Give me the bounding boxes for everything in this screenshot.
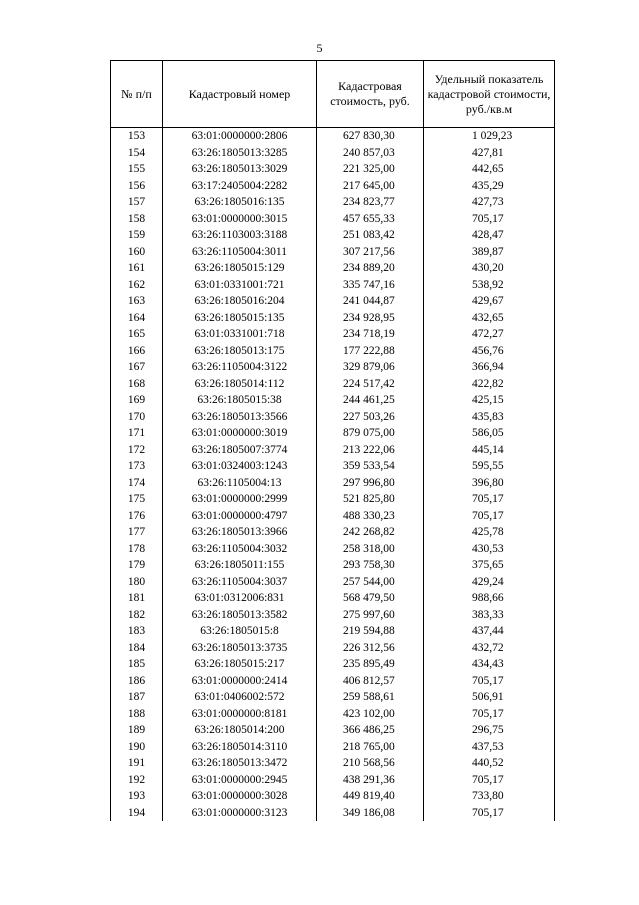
cadastral-number-cell: 63:26:1805013:175 [163, 343, 317, 360]
cadastral-number-cell: 63:26:1105004:3032 [163, 541, 317, 558]
cadastral-value-cell: 240 857,03 [317, 145, 424, 162]
cadastral-value-cell: 366 486,25 [317, 722, 424, 739]
specific-indicator-cell: 440,52 [424, 755, 555, 772]
cadastral-number-cell: 63:26:1805016:204 [163, 293, 317, 310]
row-number-cell: 159 [111, 227, 163, 244]
table-row [111, 755, 555, 772]
row-number-cell: 161 [111, 260, 163, 277]
specific-indicator-cell: 506,91 [424, 689, 555, 706]
cadastral-number-cell: 63:01:0000000:2414 [163, 673, 317, 690]
table-row [111, 689, 555, 706]
cadastral-value-cell: 234 889,20 [317, 260, 424, 277]
row-number-cell: 163 [111, 293, 163, 310]
table-row [111, 557, 555, 574]
specific-indicator-cell: 425,78 [424, 524, 555, 541]
cadastral-value-cell: 210 568,56 [317, 755, 424, 772]
row-number-cell: 173 [111, 458, 163, 475]
page-number: 5 [316, 41, 323, 55]
specific-indicator-cell: 445,14 [424, 442, 555, 459]
row-number-cell: 181 [111, 590, 163, 607]
row-number-cell: 158 [111, 211, 163, 228]
specific-indicator-cell: 296,75 [424, 722, 555, 739]
row-number-cell: 179 [111, 557, 163, 574]
row-number-cell: 183 [111, 623, 163, 640]
cadastral-value-cell: 297 996,80 [317, 475, 424, 492]
cadastral-value-cell: 257 544,00 [317, 574, 424, 591]
specific-indicator-cell: 705,17 [424, 805, 555, 822]
cadastral-number-cell: 63:26:1805014:200 [163, 722, 317, 739]
cadastral-value-cell: 177 222,88 [317, 343, 424, 360]
specific-indicator-cell: 383,33 [424, 607, 555, 624]
cadastral-value-cell: 488 330,23 [317, 508, 424, 525]
header-specific-indicator: Удельный показатель кадастровой стоимости, руб./кв.м [424, 61, 555, 128]
row-number-cell: 175 [111, 491, 163, 508]
cadastral-value-cell: 627 830,30 [317, 128, 424, 145]
row-number-cell: 156 [111, 178, 163, 195]
row-number-cell: 188 [111, 706, 163, 723]
table-row [111, 326, 555, 343]
cadastral-value-cell: 241 044,87 [317, 293, 424, 310]
cadastral-value-cell: 234 718,19 [317, 326, 424, 343]
specific-indicator-cell: 432,65 [424, 310, 555, 327]
cadastral-value-cell: 457 655,33 [317, 211, 424, 228]
cadastral-value-cell: 224 517,42 [317, 376, 424, 393]
cadastral-number-cell: 63:26:1805007:3774 [163, 442, 317, 459]
specific-indicator-cell: 442,65 [424, 161, 555, 178]
specific-indicator-cell: 375,65 [424, 557, 555, 574]
specific-indicator-cell: 705,17 [424, 491, 555, 508]
row-number-cell: 164 [111, 310, 163, 327]
specific-indicator-cell: 705,17 [424, 772, 555, 789]
cadastral-number-cell: 63:26:1805014:112 [163, 376, 317, 393]
specific-indicator-cell: 586,05 [424, 425, 555, 442]
cadastral-number-cell: 63:01:0000000:4797 [163, 508, 317, 525]
table-row [111, 805, 555, 822]
cadastral-value-cell: 217 645,00 [317, 178, 424, 195]
cadastral-number-cell: 63:01:0000000:8181 [163, 706, 317, 723]
specific-indicator-cell: 435,29 [424, 178, 555, 195]
cadastral-number-cell: 63:26:1805015:38 [163, 392, 317, 409]
row-number-cell: 180 [111, 574, 163, 591]
cadastral-number-cell: 63:26:1805016:135 [163, 194, 317, 211]
table-row [111, 475, 555, 492]
table-row [111, 359, 555, 376]
specific-indicator-cell: 456,76 [424, 343, 555, 360]
cadastral-number-cell: 63:26:1805015:129 [163, 260, 317, 277]
cadastral-number-cell: 63:01:0406002:572 [163, 689, 317, 706]
cadastral-value-cell: 438 291,36 [317, 772, 424, 789]
row-number-cell: 168 [111, 376, 163, 393]
cadastral-value-cell: 258 318,00 [317, 541, 424, 558]
cadastral-value-cell: 335 747,16 [317, 277, 424, 294]
specific-indicator-cell: 437,44 [424, 623, 555, 640]
row-number-cell: 162 [111, 277, 163, 294]
cadastral-value-cell: 406 812,57 [317, 673, 424, 690]
cadastral-value-cell: 219 594,88 [317, 623, 424, 640]
cadastral-value-cell: 226 312,56 [317, 640, 424, 657]
cadastral-value-cell: 879 075,00 [317, 425, 424, 442]
table-row [111, 607, 555, 624]
cadastral-value-cell: 242 268,82 [317, 524, 424, 541]
row-number-cell: 155 [111, 161, 163, 178]
specific-indicator-cell: 435,83 [424, 409, 555, 426]
specific-indicator-cell: 434,43 [424, 656, 555, 673]
table-row [111, 293, 555, 310]
row-number-cell: 182 [111, 607, 163, 624]
table-row [111, 277, 555, 294]
cadastral-number-cell: 63:26:1805013:3029 [163, 161, 317, 178]
table-row [111, 178, 555, 195]
header-cadastral-value: Кадастровая стоимость, руб. [317, 61, 424, 128]
cadastral-number-cell: 63:26:1805011:155 [163, 557, 317, 574]
table-row [111, 574, 555, 591]
specific-indicator-cell: 396,80 [424, 475, 555, 492]
cadastral-number-cell: 63:26:1805015:135 [163, 310, 317, 327]
cadastral-value-cell: 244 461,25 [317, 392, 424, 409]
table-row [111, 458, 555, 475]
table-header-row [111, 61, 555, 128]
cadastral-value-cell: 251 083,42 [317, 227, 424, 244]
table-row [111, 706, 555, 723]
cadastral-value-cell: 349 186,08 [317, 805, 424, 822]
row-number-cell: 165 [111, 326, 163, 343]
specific-indicator-cell: 429,67 [424, 293, 555, 310]
table-row [111, 128, 555, 145]
specific-indicator-cell: 437,53 [424, 739, 555, 756]
row-number-cell: 191 [111, 755, 163, 772]
specific-indicator-cell: 705,17 [424, 508, 555, 525]
table-row [111, 161, 555, 178]
table-row [111, 392, 555, 409]
table-row [111, 244, 555, 261]
table-row [111, 673, 555, 690]
cadastral-value-cell: 329 879,06 [317, 359, 424, 376]
cadastral-value-cell: 275 997,60 [317, 607, 424, 624]
table-row [111, 260, 555, 277]
row-number-cell: 184 [111, 640, 163, 657]
cadastral-value-cell: 218 765,00 [317, 739, 424, 756]
row-number-cell: 174 [111, 475, 163, 492]
cadastral-number-cell: 63:26:1805014:3110 [163, 739, 317, 756]
row-number-cell: 178 [111, 541, 163, 558]
row-number-cell: 171 [111, 425, 163, 442]
cadastral-value-cell: 293 758,30 [317, 557, 424, 574]
cadastral-number-cell: 63:26:1805015:217 [163, 656, 317, 673]
table-row [111, 145, 555, 162]
specific-indicator-cell: 733,80 [424, 788, 555, 805]
cadastral-number-cell: 63:01:0000000:3019 [163, 425, 317, 442]
specific-indicator-cell: 427,73 [424, 194, 555, 211]
row-number-cell: 193 [111, 788, 163, 805]
specific-indicator-cell: 427,81 [424, 145, 555, 162]
specific-indicator-cell: 428,47 [424, 227, 555, 244]
specific-indicator-cell: 705,17 [424, 211, 555, 228]
cadastral-number-cell: 63:26:1105004:3037 [163, 574, 317, 591]
specific-indicator-cell: 538,92 [424, 277, 555, 294]
cadastral-value-cell: 307 217,56 [317, 244, 424, 261]
header-cadastral-number: Кадастровый номер [163, 61, 317, 128]
cadastral-number-cell: 63:01:0312006:831 [163, 590, 317, 607]
specific-indicator-cell: 595,55 [424, 458, 555, 475]
specific-indicator-cell: 422,82 [424, 376, 555, 393]
cadastral-value-cell: 259 588,61 [317, 689, 424, 706]
specific-indicator-cell: 425,15 [424, 392, 555, 409]
cadastral-value-cell: 423 102,00 [317, 706, 424, 723]
cadastral-number-cell: 63:26:1805013:3582 [163, 607, 317, 624]
cadastral-number-cell: 63:01:0331001:718 [163, 326, 317, 343]
table-row [111, 211, 555, 228]
cadastral-number-cell: 63:26:1805013:3285 [163, 145, 317, 162]
table-row [111, 623, 555, 640]
header-row-number: № п/п [111, 61, 163, 128]
cadastral-value-cell: 221 325,00 [317, 161, 424, 178]
table-row [111, 409, 555, 426]
row-number-cell: 186 [111, 673, 163, 690]
cadastral-value-cell: 521 825,80 [317, 491, 424, 508]
table-row [111, 524, 555, 541]
row-number-cell: 169 [111, 392, 163, 409]
table-row [111, 343, 555, 360]
table-row [111, 194, 555, 211]
table-row [111, 590, 555, 607]
table-row [111, 722, 555, 739]
cadastral-number-cell: 63:26:1105004:3122 [163, 359, 317, 376]
row-number-cell: 157 [111, 194, 163, 211]
specific-indicator-cell: 430,20 [424, 260, 555, 277]
specific-indicator-cell: 705,17 [424, 673, 555, 690]
table-body [111, 128, 555, 822]
row-number-cell: 185 [111, 656, 163, 673]
specific-indicator-cell: 1 029,23 [424, 128, 555, 145]
cadastral-number-cell: 63:01:0000000:3028 [163, 788, 317, 805]
row-number-cell: 160 [111, 244, 163, 261]
table-row [111, 772, 555, 789]
cadastral-value-cell: 235 895,49 [317, 656, 424, 673]
cadastral-number-cell: 63:01:0331001:721 [163, 277, 317, 294]
row-number-cell: 194 [111, 805, 163, 822]
cadastral-value-cell: 568 479,50 [317, 590, 424, 607]
cadastral-number-cell: 63:17:2405004:2282 [163, 178, 317, 195]
table-row [111, 788, 555, 805]
specific-indicator-cell: 988,66 [424, 590, 555, 607]
row-number-cell: 192 [111, 772, 163, 789]
row-number-cell: 176 [111, 508, 163, 525]
row-number-cell: 172 [111, 442, 163, 459]
specific-indicator-cell: 430,53 [424, 541, 555, 558]
specific-indicator-cell: 705,17 [424, 706, 555, 723]
cadastral-number-cell: 63:26:1805013:3472 [163, 755, 317, 772]
cadastral-number-cell: 63:26:1805013:3566 [163, 409, 317, 426]
specific-indicator-cell: 366,94 [424, 359, 555, 376]
cadastral-number-cell: 63:26:1805013:3735 [163, 640, 317, 657]
cadastral-value-cell: 234 823,77 [317, 194, 424, 211]
table-row [111, 508, 555, 525]
table-row [111, 656, 555, 673]
cadastral-number-cell: 63:26:1805013:3966 [163, 524, 317, 541]
row-number-cell: 177 [111, 524, 163, 541]
row-number-cell: 167 [111, 359, 163, 376]
specific-indicator-cell: 472,27 [424, 326, 555, 343]
cadastral-number-cell: 63:26:1805015:8 [163, 623, 317, 640]
row-number-cell: 166 [111, 343, 163, 360]
cadastral-number-cell: 63:01:0324003:1243 [163, 458, 317, 475]
cadastral-value-table [110, 60, 555, 821]
row-number-cell: 153 [111, 128, 163, 145]
cadastral-value-cell: 234 928,95 [317, 310, 424, 327]
specific-indicator-cell: 432,72 [424, 640, 555, 657]
row-number-cell: 170 [111, 409, 163, 426]
table-row [111, 425, 555, 442]
table-row [111, 739, 555, 756]
cadastral-value-cell: 213 222,06 [317, 442, 424, 459]
table-row [111, 491, 555, 508]
table-row [111, 442, 555, 459]
row-number-cell: 187 [111, 689, 163, 706]
table-row [111, 640, 555, 657]
cadastral-number-cell: 63:26:1105004:3011 [163, 244, 317, 261]
cadastral-number-cell: 63:01:0000000:2945 [163, 772, 317, 789]
cadastral-value-cell: 227 503,26 [317, 409, 424, 426]
table-row [111, 541, 555, 558]
table-row [111, 227, 555, 244]
specific-indicator-cell: 389,87 [424, 244, 555, 261]
cadastral-value-cell: 359 533,54 [317, 458, 424, 475]
cadastral-number-cell: 63:01:0000000:3015 [163, 211, 317, 228]
row-number-cell: 189 [111, 722, 163, 739]
cadastral-value-cell: 449 819,40 [317, 788, 424, 805]
cadastral-number-cell: 63:26:1103003:3188 [163, 227, 317, 244]
cadastral-number-cell: 63:01:0000000:2999 [163, 491, 317, 508]
row-number-cell: 154 [111, 145, 163, 162]
cadastral-number-cell: 63:01:0000000:3123 [163, 805, 317, 822]
table-row [111, 376, 555, 393]
table-row [111, 310, 555, 327]
row-number-cell: 190 [111, 739, 163, 756]
cadastral-number-cell: 63:26:1105004:13 [163, 475, 317, 492]
specific-indicator-cell: 429,24 [424, 574, 555, 591]
cadastral-number-cell: 63:01:0000000:2806 [163, 128, 317, 145]
